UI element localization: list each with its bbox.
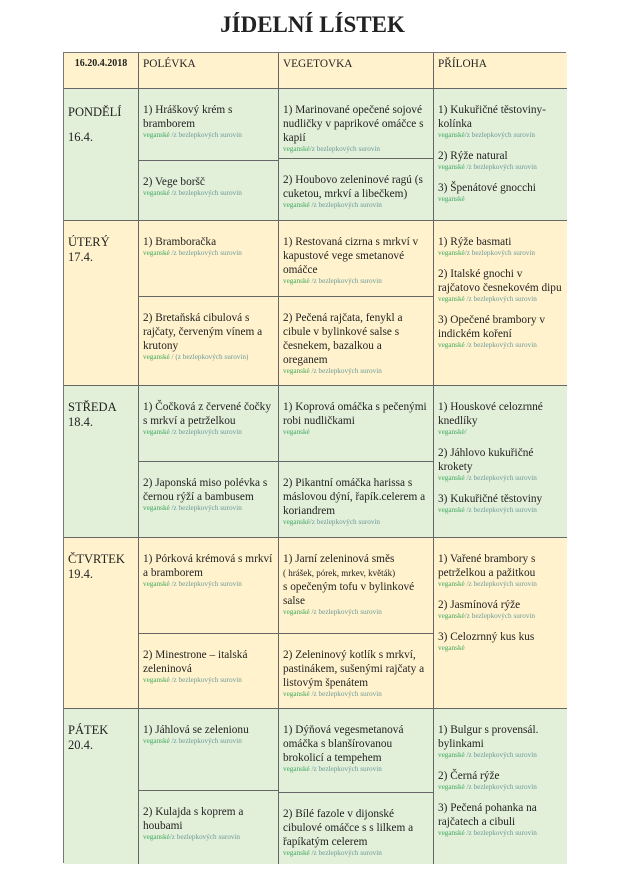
vegan-label: veganské [143, 676, 170, 684]
dish-name: 2) Bretaňská cibulová s rajčaty, červeným vínem a krutony [143, 312, 263, 352]
side-cell [434, 89, 567, 221]
gluten-free-label: /z bezlepkových surovin [464, 506, 537, 514]
diet-tag [438, 783, 563, 792]
dish-name: 2) Zeleninový kotlík s mrkví, pastinákem, sušenými rajčaty a listovým špenátem [283, 649, 425, 689]
vegan-label: veganské [283, 277, 310, 285]
menu-item [283, 173, 429, 210]
dish-detail: ( hrášek, pórek, mrkev, květák) [283, 568, 396, 578]
gluten-free-label: /z bezlepkových surovin [464, 783, 537, 791]
vegan-label: veganské [438, 195, 465, 203]
day-name: PÁTEK [68, 723, 109, 737]
header-date: 16.20.4.2018 [64, 53, 139, 89]
diet-tag [143, 676, 274, 685]
diet-tag [143, 833, 274, 842]
side-cell [434, 221, 567, 386]
menu-item [283, 311, 429, 376]
dish-name: 1) Vařené brambory s petrželkou a pažitkou [438, 553, 536, 579]
diet-tag [283, 765, 429, 774]
menu-item [438, 235, 563, 258]
dish-name: 2) Rýže natural [438, 150, 508, 162]
diet-tag [438, 131, 563, 140]
side-cell [434, 709, 567, 864]
dish-name: 2) Jáhlovo kukuřičné krokety [438, 447, 534, 473]
vegan-label: veganské [283, 201, 310, 209]
gluten-free-label: /z bezlepkových surovin [464, 751, 537, 759]
header-vege: VEGETOVKA [279, 53, 434, 89]
gluten-free-label: /z bezlepkových surovin [464, 474, 537, 482]
dish-name: 3) Špenátové gnocchi [438, 182, 536, 194]
vegan-label: veganské [438, 295, 465, 303]
side-cell [434, 538, 567, 709]
vegan-label: veganské [438, 783, 465, 791]
diet-tag [438, 612, 563, 621]
day-name: ČTVRTEK [68, 552, 125, 566]
vegan-label: veganské [143, 737, 170, 745]
dish-name: 2) Pikantní omáčka harissa s máslovou dýní, řapík.celerem a koriandrem [283, 477, 426, 517]
soup-cell [139, 89, 279, 161]
diet-tag [143, 428, 274, 437]
vege-cell [279, 221, 434, 297]
diet-tag [283, 690, 429, 699]
gluten-free-label: /z bezlepkových surovin [464, 131, 536, 139]
soup-cell [139, 709, 279, 791]
diet-tag [283, 145, 429, 154]
diet-tag [143, 189, 274, 198]
gluten-free-label: /z bezlepkových surovin [309, 608, 382, 616]
vegan-label: veganské [438, 249, 465, 257]
gluten-free-label: /z bezlepkových surovin [464, 341, 537, 349]
menu-item [283, 807, 429, 858]
vegan-label: veganské [438, 829, 465, 837]
diet-tag [438, 428, 563, 437]
dish-name: 2) Kulajda s koprem a houbami [143, 806, 244, 832]
diet-tag [143, 580, 274, 589]
diet-tag [283, 201, 429, 210]
vegan-label: veganské [438, 612, 465, 620]
dish-name: 2) Bílé fazole v dijonské cibulové omáčce s s lilkem a řapíkatým celerem [283, 808, 414, 848]
menu-item [438, 103, 563, 140]
diet-tag [438, 249, 563, 258]
vegan-label: veganské [438, 644, 465, 652]
soup-cell [139, 221, 279, 297]
menu-item [438, 181, 563, 204]
dish-name: 2) Minestrone – italská zeleninová [143, 649, 248, 675]
vegan-label: veganské [438, 341, 465, 349]
dish-name: 2) Vege boršč [143, 176, 205, 188]
day-date: 18.4. [68, 415, 93, 429]
vege-cell [279, 297, 434, 386]
diet-tag [438, 751, 563, 760]
menu-item [283, 476, 429, 527]
vegan-label: veganské [143, 353, 170, 361]
dish-name: 1) Pórková krémová s mrkví a bramborem [143, 553, 273, 579]
gluten-free-label: /z bezlepkových surovin [464, 580, 537, 588]
dish-name: 2) Houbovo zeleninové ragú (s cuketou, mrkví a libečkem) [283, 174, 423, 200]
dish-name: 1) Bulgur s provensál. bylinkami [438, 724, 539, 750]
diet-tag [143, 353, 274, 362]
vegan-label: veganské/ [438, 428, 467, 436]
gluten-free-label: /z bezlepkových surovin [169, 737, 242, 745]
diet-tag [438, 163, 563, 172]
menu-item [438, 552, 563, 589]
dish-name: 2) Jasmínová rýže [438, 599, 521, 611]
soup-cell [139, 538, 279, 634]
dish-name: 3) Pečená pohanka na rajčatech a cibuli [438, 802, 537, 828]
menu-item [438, 149, 563, 172]
vegan-label: veganské [283, 690, 310, 698]
gluten-free-label: /z bezlepkových surovin [309, 145, 381, 153]
gluten-free-label: /z bezlepkových surovin [309, 277, 382, 285]
gluten-free-label: /z bezlepkových surovin [464, 612, 536, 620]
dish-name: 1) Marinované opečené sojové nudličky v paprikové omáčce s kapií [283, 104, 424, 144]
gluten-free-label: /z bezlepkových surovin [309, 518, 381, 526]
diet-tag [438, 506, 563, 515]
menu-item [438, 313, 563, 350]
vegan-label: veganské [438, 163, 465, 171]
gluten-free-label: / (z bezlepkových surovin) [169, 353, 249, 361]
gluten-free-label: /z bezlepkových surovin [309, 849, 382, 857]
day-cell [64, 386, 139, 538]
diet-tag [438, 341, 563, 350]
vegan-label: veganské [283, 428, 310, 436]
vege-cell [279, 462, 434, 538]
menu-item [283, 723, 429, 774]
vegan-label: veganské [283, 145, 310, 153]
diet-tag [143, 737, 274, 746]
gluten-free-label: /z bezlepkových surovin [464, 163, 537, 171]
vege-cell [279, 709, 434, 793]
dish-name: 1) Hráškový krém s bramborem [143, 104, 233, 130]
dish-name-continued: s opečeným tofu v bylinkové salse [283, 581, 415, 607]
diet-tag [283, 518, 429, 527]
soup-cell [139, 462, 279, 538]
soup-cell [139, 386, 279, 462]
diet-tag [438, 474, 563, 483]
vegan-label: veganské [438, 580, 465, 588]
menu-item [143, 723, 274, 746]
vegan-label: veganské [143, 580, 170, 588]
menu-item [438, 446, 563, 483]
vegan-label: veganské [143, 504, 170, 512]
vege-cell [279, 89, 434, 159]
diet-tag [438, 195, 563, 204]
day-date: 17.4. [68, 250, 93, 264]
gluten-free-label: /z bezlepkových surovin [309, 690, 382, 698]
gluten-free-label: /z bezlepkových surovin [464, 249, 536, 257]
dish-name: 1) Kukuřičné těstoviny-kolínka [438, 104, 546, 130]
menu-item [438, 267, 563, 304]
dish-name: 1) Restovaná cizrna s mrkví v kapustové vege smetanové omáčce [283, 236, 419, 276]
gluten-free-label: /z bezlepkových surovin [309, 765, 382, 773]
dish-name: 3) Kukuřičné těstoviny [438, 493, 543, 505]
vegan-label: veganské [283, 367, 310, 375]
day-cell [64, 89, 139, 221]
diet-tag [438, 580, 563, 589]
diet-tag [283, 367, 429, 376]
menu-item [438, 492, 563, 515]
diet-tag [143, 249, 274, 258]
dish-name: 2) Japonská miso polévka s černou rýží a bambusem [143, 477, 268, 503]
header-side: PŘÍLOHA [434, 53, 567, 89]
diet-tag [438, 829, 563, 838]
diet-tag [283, 608, 429, 617]
vegan-label: veganské [143, 833, 170, 841]
gluten-free-label: /z bezlepkových surovin [169, 131, 242, 139]
dish-name: 1) Rýže basmati [438, 236, 512, 248]
menu-item [438, 769, 563, 792]
header-soup: POLÉVKA [139, 53, 279, 89]
vegan-label: veganské [143, 189, 170, 197]
diet-tag [283, 849, 429, 858]
gluten-free-label: /z bezlepkových surovin [169, 504, 242, 512]
day-cell [64, 538, 139, 709]
gluten-free-label: /z bezlepkových surovin [169, 249, 242, 257]
day-date: 16.4. [68, 130, 93, 144]
vegan-label: veganské [283, 849, 310, 857]
vege-cell [279, 634, 434, 709]
day-name: ÚTERÝ [68, 235, 110, 249]
menu-item [143, 175, 274, 198]
vegan-label: veganské [438, 474, 465, 482]
menu-item [283, 400, 429, 437]
side-cell [434, 386, 567, 538]
vegan-label: veganské [438, 506, 465, 514]
dish-name: 1) Čočková z červené čočky s mrkví a petrželkou [143, 401, 271, 427]
gluten-free-label: /z bezlepkových surovin [464, 295, 537, 303]
menu-item [143, 400, 274, 437]
vegan-label: veganské [283, 518, 310, 526]
vegan-label: veganské [438, 751, 465, 759]
soup-cell [139, 791, 279, 864]
soup-cell [139, 297, 279, 386]
gluten-free-label: /z bezlepkových surovin [464, 829, 537, 837]
vegan-label: veganské [438, 131, 465, 139]
dish-name: 2) Pečená rajčata, fenykl a cibule v bylinkové salse s česnekem, bazalkou a oreganem [283, 312, 403, 366]
menu-item [283, 235, 429, 286]
gluten-free-label: /z bezlepkových surovin [309, 201, 382, 209]
day-name: PONDĚLÍ [68, 105, 122, 119]
gluten-free-label: /z bezlepkových surovin [169, 580, 242, 588]
menu-item [143, 476, 274, 513]
vege-cell [279, 538, 434, 634]
diet-tag [438, 644, 563, 653]
dish-name: 1) Koprová omáčka s pečenými robi nudličkami [283, 401, 427, 427]
soup-cell [139, 161, 279, 221]
menu-item [143, 552, 274, 589]
menu-table [63, 52, 566, 863]
diet-tag [283, 277, 429, 286]
diet-tag [143, 131, 274, 140]
dish-name: 2) Italské gnochi v rajčatovo česnekovém dipu [438, 268, 562, 294]
vege-cell [279, 159, 434, 221]
vegan-label: veganské [143, 428, 170, 436]
menu-item [143, 235, 274, 258]
day-cell [64, 709, 139, 864]
menu-item [438, 630, 563, 653]
menu-item [438, 723, 563, 760]
menu-item [283, 552, 429, 617]
vegan-label: veganské [143, 249, 170, 257]
menu-item [143, 805, 274, 842]
menu-item [438, 598, 563, 621]
dish-name: 1) Jáhlová se zelenionu [143, 724, 249, 736]
dish-name: 3) Celozrnný kus kus [438, 631, 535, 643]
diet-tag [438, 295, 563, 304]
vegan-label: veganské [283, 765, 310, 773]
menu-item [283, 103, 429, 154]
vege-cell [279, 793, 434, 864]
dish-name: 3) Opečené brambory v indickém koření [438, 314, 545, 340]
page-title: JÍDELNÍ LÍSTEK [220, 12, 405, 37]
menu-item [283, 648, 429, 699]
day-name: STŘEDA [68, 400, 117, 414]
dish-name: 1) Jarní zeleninová směs [283, 553, 395, 565]
menu-item [438, 400, 563, 437]
gluten-free-label: /z bezlepkových surovin [169, 676, 242, 684]
diet-tag [143, 504, 274, 513]
dish-name: 1) Houskové celozrnné knedlíky [438, 401, 543, 427]
menu-item [143, 103, 274, 140]
day-date: 20.4. [68, 738, 93, 752]
menu-item [143, 311, 274, 362]
day-date: 19.4. [68, 567, 93, 581]
gluten-free-label: /z bezlepkových surovin [169, 189, 242, 197]
dish-name: 2) Černá rýže [438, 770, 500, 782]
menu-item [143, 648, 274, 685]
vegan-label: veganské [143, 131, 170, 139]
dish-name: 1) Bramboračka [143, 236, 217, 248]
vegan-label: veganské [283, 608, 310, 616]
gluten-free-label: /z bezlepkových surovin [309, 367, 382, 375]
gluten-free-label: /z bezlepkových surovin [169, 428, 242, 436]
menu-item [438, 801, 563, 838]
gluten-free-label: /z bezlepkových surovin [169, 833, 241, 841]
dish-name: 1) Dýňová vegesmetanová omáčka s blanšírovanou brokolicí a tempehem [283, 724, 404, 764]
soup-cell [139, 634, 279, 709]
vege-cell [279, 386, 434, 462]
diet-tag [283, 428, 429, 437]
day-cell [64, 221, 139, 386]
